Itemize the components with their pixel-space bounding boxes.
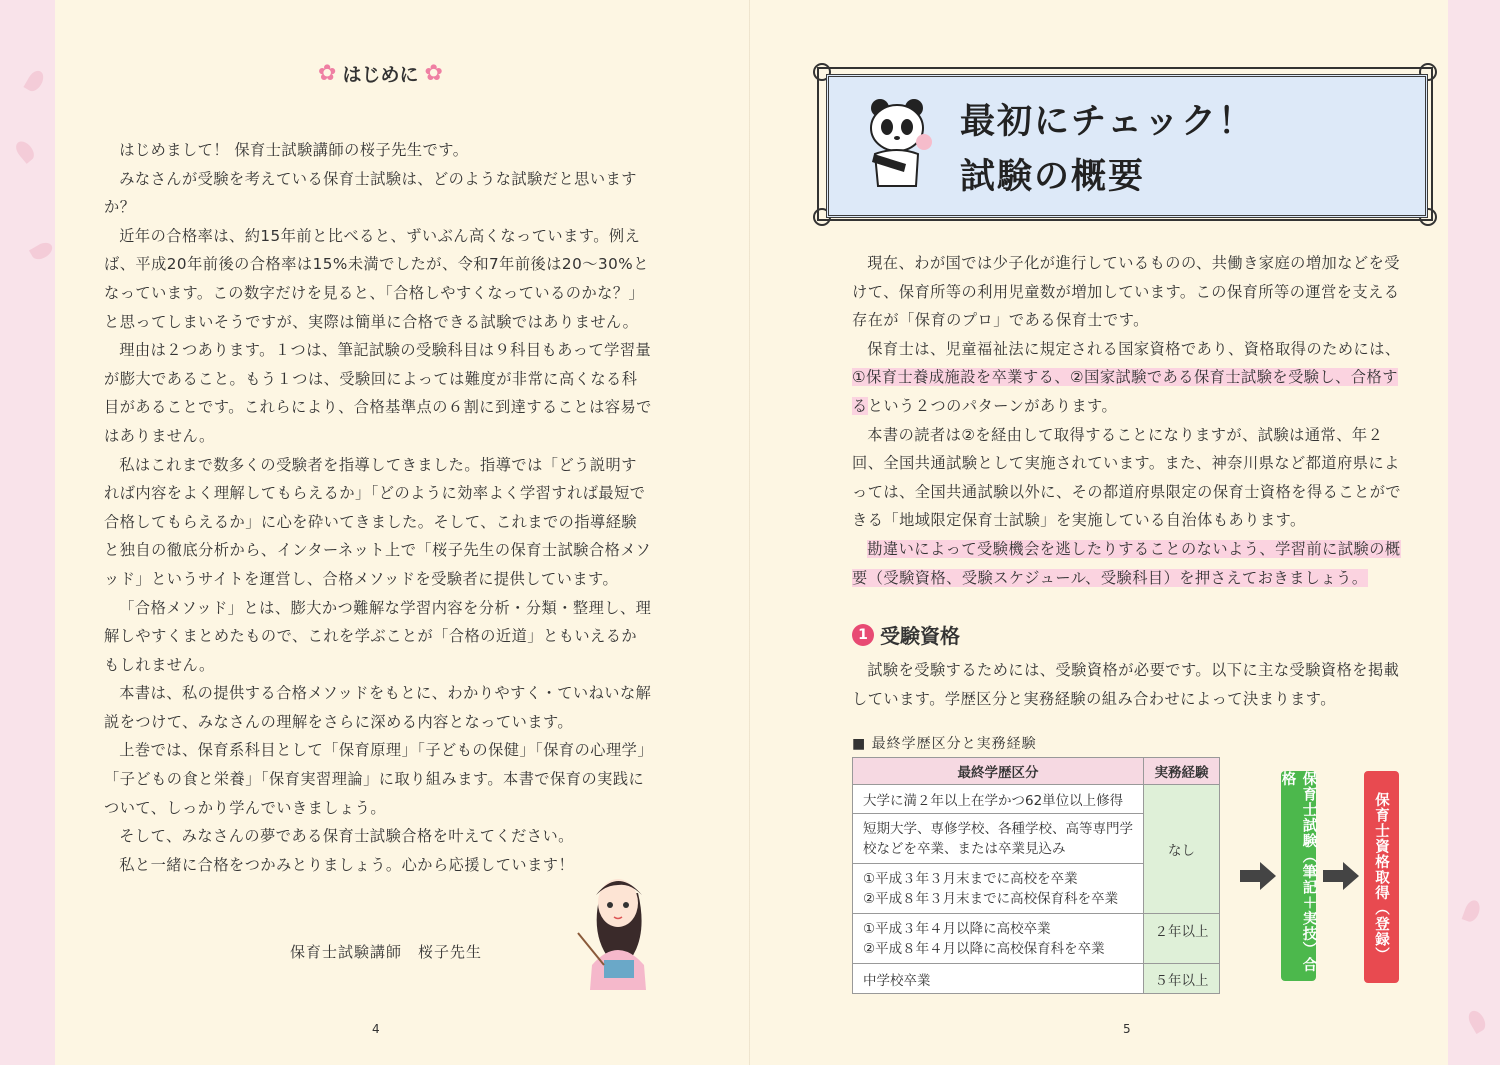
column-header: 実務経験 — [1144, 758, 1220, 785]
section-number: 1 — [852, 624, 874, 646]
section-heading: 1 受験資格 — [852, 620, 960, 649]
paragraph: みなさんが受験を考えている保育士試験は、どのような試験だと思いますか？ — [104, 169, 637, 217]
petal-decoration — [29, 239, 55, 262]
petal-decoration — [1462, 898, 1483, 923]
page-number: 5 — [1123, 1022, 1131, 1036]
column-header: 最終学歴区分 — [853, 758, 1144, 785]
table-cell: 中学校卒業 — [853, 964, 1144, 994]
petal-decoration — [1465, 1008, 1488, 1034]
flow-box-exam: 保育士試験（筆記＋実技）合格 — [1281, 771, 1316, 981]
banner-title-line2: 試験の概要 — [960, 157, 1146, 197]
paragraph: 私はこれまで数多くの受験者を指導してきました。指導では「どう説明すれば内容をよく理解してもらえるか」「どのように効率よく学習すれば最短で合格してもらえるか」に心を砕いてきました。そして、これまでの指導経験と独自の徹底分析から、インターネット上で「桜子先生の保育士試験合格メソッド」というサイトを運営し、合格メソッドを受験者に提供しています。 — [104, 455, 652, 588]
paragraph: 現在、わが国では少子化が進行しているものの、共働き家庭の増加などを受けて、保育所等の利用児童数が増加しています。この保育所等の運営を支える存在が「保育のプロ」である保育士です。 — [852, 254, 1400, 330]
paragraph: 本書の読者は②を経由して取得することになりますが、試験は通常、年２回、全国共通試験として実施されています。また、神奈川県など都道府県によっては、全国共通試験以外に、その都道府県限定の保育士資格を得ることができる「地域限定保育士試験」を実施している自治体もあります。 — [852, 425, 1402, 530]
paragraph: 「合格メソッド」とは、膨大かつ難解な学習内容を分析・分類・整理し、理解しやすくまとめたもので、これを学ぶことが「合格の近道」ともいえるかもしれません。 — [104, 598, 652, 674]
page-number: 4 — [372, 1022, 380, 1036]
table-cell: ①平成３年３月末までに高校を卒業 ②平成８年３月末までに高校保育科を卒業 — [853, 864, 1144, 914]
teacher-illustration — [570, 865, 665, 990]
paragraph: はじめまして！ 保育士試験講師の桜子先生です。 — [119, 141, 469, 159]
highlight: ①保育士養成施設を卒業する、②国家試験である保育士試験を受験し、合格する — [852, 368, 1398, 415]
table-row — [853, 964, 1220, 994]
table-caption: ■ 最終学歴区分と実務経験 — [852, 736, 1037, 752]
paragraph: 保育士は、児童福祉法に規定される国家資格であり、資格取得のためには、①保育士養成施設を卒業する、②国家試験である保育士試験を受験し、合格するという２つのパターンがあります。 — [852, 339, 1401, 415]
signature: 保育士試験講師 桜子先生 — [290, 943, 483, 961]
petal-decoration — [13, 138, 38, 164]
qualification-table — [852, 757, 1220, 994]
table-cell: ①平成３年４月以降に高校卒業 ②平成８年４月以降に高校保育科を卒業 — [853, 914, 1144, 964]
highlight: 勘違いによって受験機会を逃したりすることのないよう、学習前に試験の概要（受験資格、受験スケジュール、受験科目）を押さえておきましょう。 — [852, 539, 1401, 587]
panda-icon — [860, 94, 940, 194]
paragraph: 本書は、私の提供する合格メソッドをもとに、わかりやすく・ていねいな解説をつけて、みなさんの理解をさらに深める内容となっています。 — [104, 684, 652, 731]
banner-title-line1: 最初にチェック！ — [960, 102, 1255, 142]
arrow-right-icon — [1240, 862, 1276, 890]
petal-decoration — [23, 68, 46, 94]
paragraph: 近年の合格率は、約15年前と比べると、ずいぶん高くなっています。例えば、平成20年前後の合格率は15%未満でしたが、令和7年前後は20〜30%となっています。この数字だけを見ると、「合格しやすくなっているのかな？」と思ってしまいそうですが、実際は簡単に合格できる試験ではありません。 — [104, 226, 649, 331]
experience-cell: ２年以上 — [1144, 914, 1220, 964]
flow-box-qualification: 保育士資格取得（登録） — [1364, 771, 1399, 983]
table-row — [853, 785, 1220, 814]
paragraph — [852, 535, 1404, 592]
left-body-text — [104, 136, 652, 879]
table-cell: 短期大学、専修学校、各種学校、高等専門学校などを卒業、または卒業見込み — [853, 814, 1144, 864]
paragraph: 理由は２つあります。１つは、筆記試験の受験科目は９科目もあって学習量が膨大であること。もう１つは、受験回によっては難度が非常に高くなる科目があることです。これらにより、合格基準点の６割に到達することは容易ではありません。 — [104, 341, 652, 445]
section-text: 試験を受験するためには、受験資格が必要です。以下に主な受験資格を掲載しています。学歴区分と実務経験の組み合わせによって決まります。 — [852, 661, 1400, 708]
table-cell: 大学に満２年以上在学かつ62単位以上修得 — [853, 785, 1144, 814]
title-banner — [810, 62, 1440, 227]
arrow-right-icon — [1323, 862, 1359, 890]
paragraph: 上巻では、保育系科目として「保育原理」「子どもの保健」「保育の心理学」「子どもの食と栄養」「保育実習理論」に取り組みます。本書で保育の実践について、しっかり学んでいきましょう。 — [104, 741, 646, 817]
experience-cell: なし — [1144, 785, 1220, 914]
table-header-row — [853, 758, 1220, 785]
sakura-icon: ✿ — [424, 61, 443, 86]
paragraph: そして、みなさんの夢である保育士試験合格を叶えてください。 — [119, 827, 574, 846]
right-intro-text — [852, 249, 1404, 592]
table-row — [853, 914, 1220, 964]
page-title: ✿ はじめに ✿ — [318, 61, 443, 86]
paragraph: 私と一緒に合格をつかみとりましょう。心から応援しています！ — [119, 855, 575, 874]
sakura-icon: ✿ — [318, 61, 337, 86]
experience-cell: ５年以上 — [1144, 964, 1220, 994]
